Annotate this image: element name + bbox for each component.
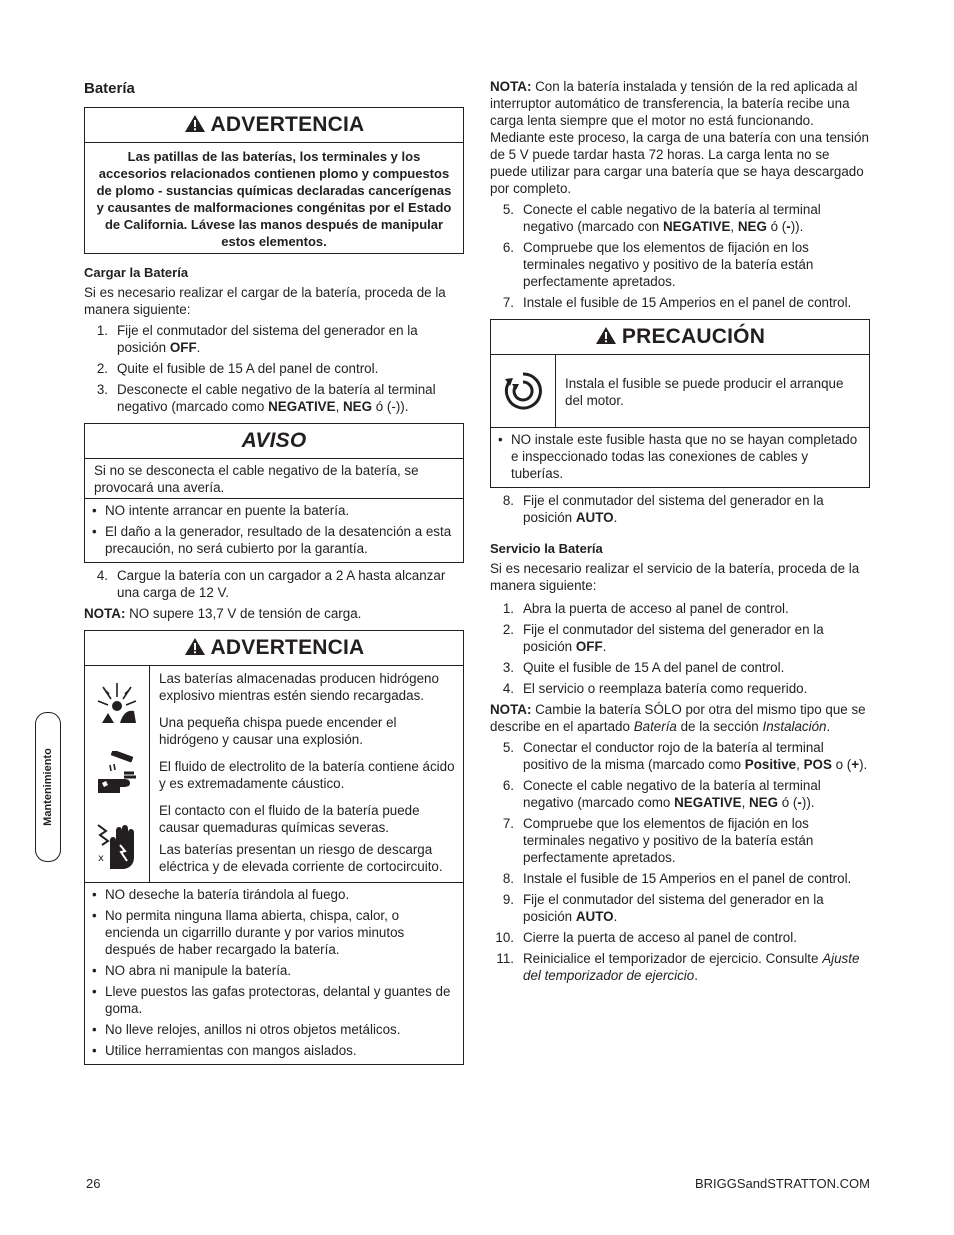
- side-tab-label: Mantenimiento: [42, 748, 54, 826]
- notice-bullet: • El daño a la generador, resultado de la desatención a esta precaución, no será cubierto por la garantía.: [91, 523, 457, 557]
- warning-bullets: [85, 882, 463, 1064]
- warning-box-battery: [84, 630, 464, 1065]
- svg-text:x: x: [98, 853, 104, 864]
- caution-icon-row: [491, 355, 869, 427]
- notice-box: [84, 423, 464, 563]
- warning-bullet: • NO deseche la batería tirándola al fuego.: [91, 886, 457, 903]
- charge-steps-final: [490, 492, 870, 526]
- notice-heading: AVISO: [85, 424, 463, 459]
- service-step-10: 10. Cierre la puerta de acceso al panel de control.: [495, 930, 797, 945]
- service-note: NOTA: Cambie la batería SÓLO por otra del mismo tipo que se describe en el apartado Batería de la sección Instalación.: [490, 702, 866, 734]
- service-step-2: 2. Fije el conmutador del sistema del generador en la posición OFF.: [502, 622, 824, 654]
- warning-bullet: • No permita ninguna llama abierta, chispa, calor, o encienda un cigarrillo durante y por varios minutos después de haber recargado la batería.: [91, 907, 457, 958]
- warning-text: Las baterías presentan un riesgo de descarga eléctrica y de elevada corriente de cortocircuito.: [159, 842, 443, 874]
- warning-text: Una pequeña chispa puede encender el hidrógeno y causar una explosión.: [159, 715, 397, 747]
- electric-shock-hand-icon: [94, 810, 140, 882]
- service-heading: Servicio la Batería: [490, 541, 603, 556]
- service-step-5: 5. Conectar el conductor rojo de la batería al terminal positivo de la misma (marcado como Positive, POS o (+).: [502, 740, 868, 772]
- charge-step-5: 5. Conecte el cable negativo de la batería al terminal negativo (marcado con NEGATIVE, NEG ó (-)).: [502, 202, 821, 234]
- charge-note: NOTA: NO supere 13,7 V de tensión de carga.: [84, 606, 362, 621]
- notice-text: Si no se desconecta el cable negativo de la batería, se provocará una avería.: [94, 463, 419, 495]
- charge-step-6: 6. Compruebe que los elementos de fijación en los terminales negativo y positivo de la batería están perfectamente apretados.: [502, 240, 814, 289]
- charge-step-3: 3. Desconecte el cable negativo de la batería al terminal negativo (marcado como NEGATIVE, NEG ó (-)).: [96, 382, 436, 414]
- explosion-icon: [94, 666, 140, 738]
- service-step-8: 8. Instale el fusible de 15 Amperios en el panel de control.: [502, 871, 852, 886]
- service-step-3: 3. Quite el fusible de 15 A del panel de control.: [502, 660, 785, 675]
- footer-website: BRIGGSandSTRATTON.COM: [694, 1176, 870, 1191]
- charge-step-8: 8. Fije el conmutador del sistema del generador en la posición AUTO.: [502, 493, 824, 525]
- warning-lead-text: Las patillas de las baterías, los terminales y los accesorios relacionados contienen plomo y compuestos de plomo - sustancias químicas declaradas cancerígenas y causantes de malformaciones congénitas por el Estado de California. Lávese las manos después de manipular estos elementos.: [96, 149, 452, 249]
- charge-heading: Cargar la Batería: [84, 265, 189, 280]
- section-side-tab: [35, 712, 61, 862]
- left-column: [84, 78, 464, 1069]
- caution-icon-column: [491, 355, 556, 427]
- service-step-9: 9. Fije el conmutador del sistema del generador en la posición AUTO.: [502, 892, 824, 924]
- service-intro: Si es necesario realizar el servicio de la batería, proceda de la manera siguiente:: [490, 561, 860, 593]
- section-title-bateria: Batería: [84, 80, 135, 97]
- warning-bullet: • NO abra ni manipule la batería.: [91, 962, 457, 979]
- warning-heading: ADVERTENCIA: [85, 108, 463, 143]
- charge-intro: Si es necesario realizar el cargar de la batería, proceda de la manera siguiente:: [84, 285, 446, 317]
- warning-icon-row: [85, 666, 463, 882]
- service-step-11: 11. Reinicialice el temporizador de ejercicio. Consulte Ajuste del temporizador de ejercicio.: [496, 951, 860, 983]
- service-step-6: 6. Conecte el cable negativo de la batería al terminal negativo (marcado como NEGATIVE, NEG ó (-)).: [502, 778, 821, 810]
- warning-heading: ADVERTENCIA: [85, 631, 463, 666]
- service-step-1: 1. Abra la puerta de acceso al panel de control.: [502, 601, 789, 616]
- charge-step-2: 2. Quite el fusible de 15 A del panel de control.: [96, 361, 379, 376]
- corrosive-hand-icon: [94, 738, 140, 810]
- caution-heading: PRECAUCIÓN: [491, 320, 869, 355]
- right-column: [490, 78, 870, 988]
- caution-bullet: • NO instale este fusible hasta que no se hayan completado e inspeccionado todas las conexiones de cables y tuberías.: [497, 431, 863, 482]
- warning-bullet: • Lleve puestos las gafas protectoras, delantal y guantes de goma.: [91, 983, 457, 1017]
- caution-box: [490, 319, 870, 488]
- warning-triangle-icon: [184, 633, 206, 667]
- service-steps-cont: [490, 739, 870, 984]
- caution-bullets: [491, 427, 869, 487]
- page-number: 26: [86, 1176, 101, 1191]
- charge-step-1: 1. Fije el conmutador del sistema del generador en la posición OFF.: [96, 323, 418, 355]
- warning-bullet: • No lleve relojes, anillos ni otros objetos metálicos.: [91, 1021, 457, 1038]
- warning-box-lead: [84, 107, 464, 254]
- charge-steps-cont: [84, 567, 464, 601]
- warning-text: El fluido de electrolito de la batería contiene ácido y es extremadamente cáustico.: [159, 759, 455, 791]
- notice-bullet: • NO intente arrancar en puente la batería.: [91, 502, 457, 519]
- warning-triangle-icon: [595, 322, 617, 356]
- trickle-charge-note: NOTA: Con la batería instalada y tensión de la red aplicada al interruptor automático de transferencia, la batería recibe una carga lenta siempre que el motor no está funcionando. Mediante este proceso, la carga de una batería con una tensión de 5 V puede tardar hasta 72 horas. La carga lenta no se puede utilizar para cargar una batería que se haya descargado por completo.: [490, 79, 869, 196]
- charge-step-4: 4. Cargue la batería con un cargador a 2 A hasta alcanzar una carga de 12 V.: [96, 568, 446, 600]
- warning-icon-column: [85, 666, 150, 882]
- warning-bullet: • Utilice herramientas con mangos aislados.: [91, 1042, 457, 1059]
- warning-text: Las baterías almacenadas producen hidrógeno explosivo mientras estén siendo recargadas.: [159, 671, 439, 703]
- automatic-start-icon: [502, 355, 544, 427]
- warning-text: El contacto con el fluido de la batería puede causar quemaduras químicas severas.: [159, 803, 420, 835]
- notice-bullets: [85, 498, 463, 562]
- charge-steps-continued: [490, 201, 870, 311]
- service-step-4: 4. El servicio o reemplaza batería como requerido.: [502, 681, 808, 696]
- warning-triangle-icon: [184, 110, 206, 144]
- warning-text-column: [150, 666, 463, 882]
- charge-steps: [84, 322, 464, 415]
- service-step-7: 7. Compruebe que los elementos de fijación en los terminales negativo y positivo de la batería están perfectamente apretados.: [502, 816, 814, 865]
- service-steps: [490, 600, 870, 697]
- charge-step-7: 7. Instale el fusible de 15 Amperios en el panel de control.: [502, 295, 852, 310]
- caution-text: Instala el fusible se puede producir el arranque del motor.: [565, 376, 844, 408]
